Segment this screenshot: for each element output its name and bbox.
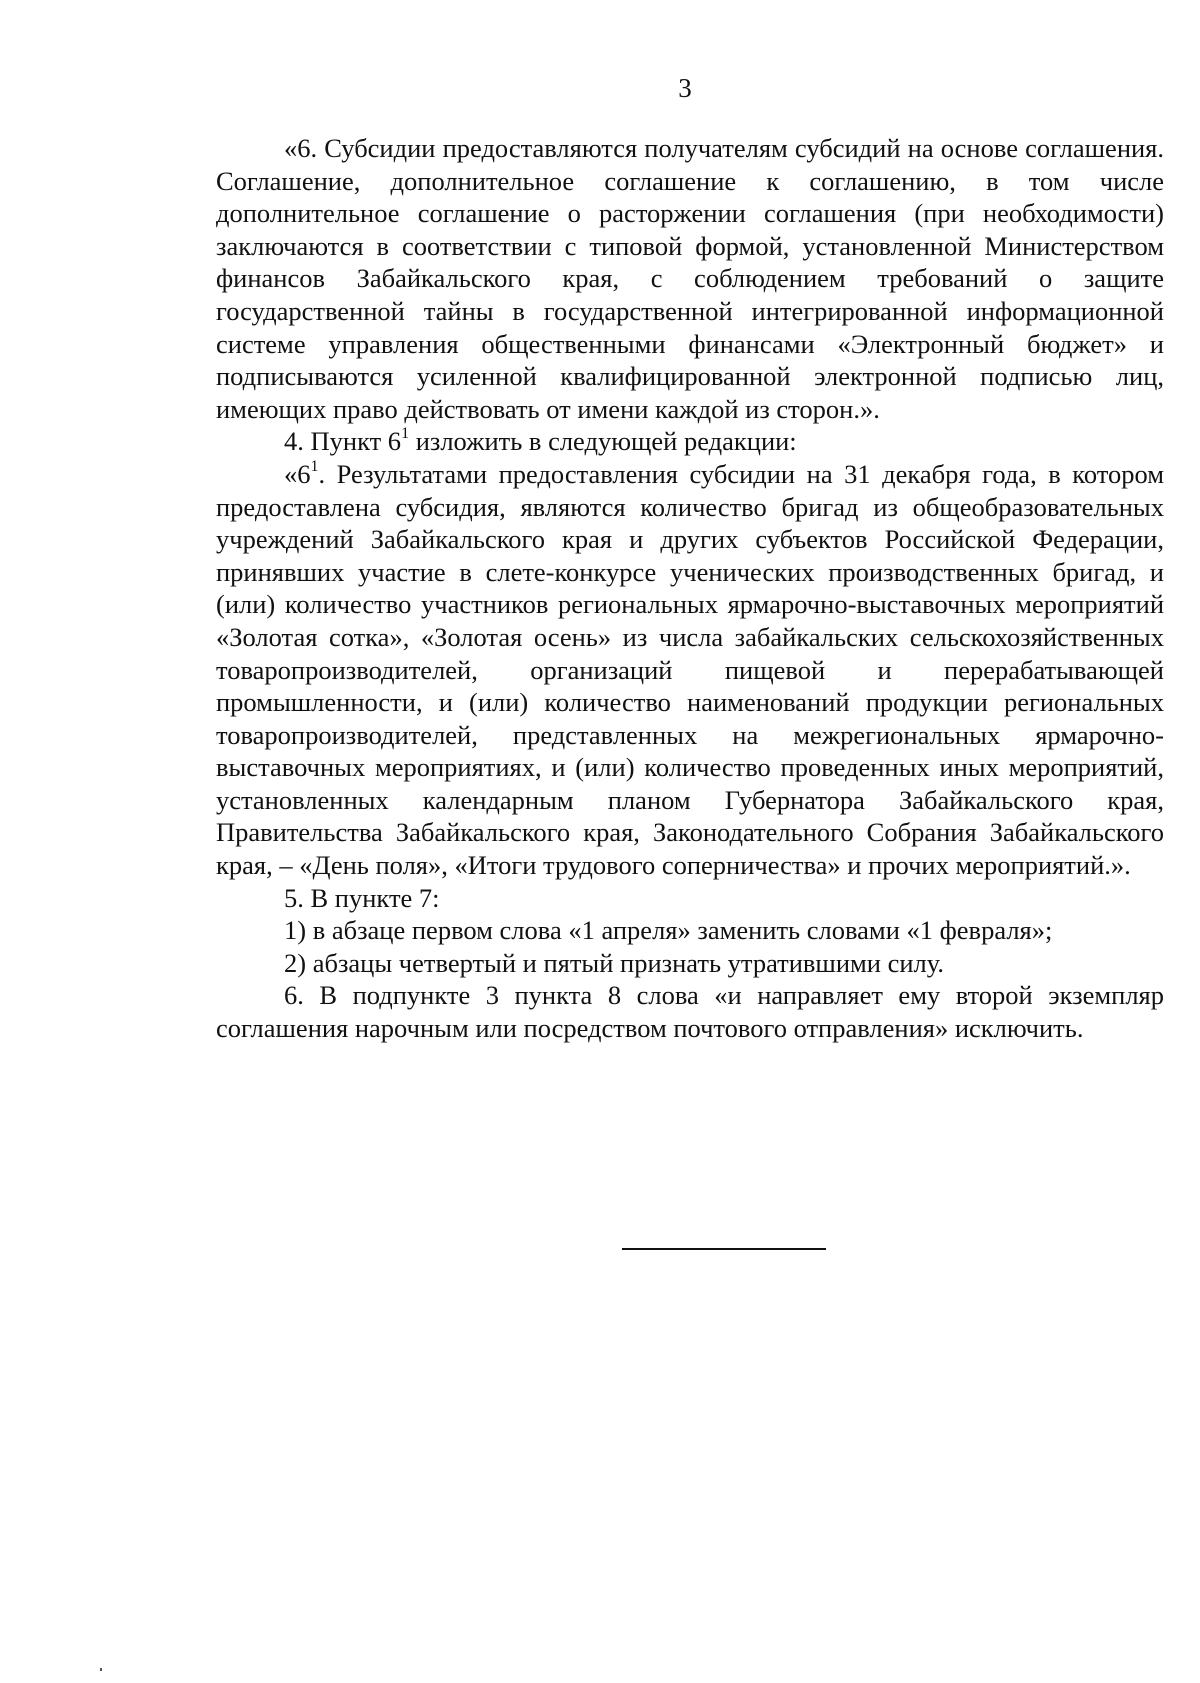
paragraph-item-6: 6. В подпункте 3 пункта 8 слова «и направляет ему второй экземпляр соглашения нарочным или посредством почтового отправления» исключить. (216, 980, 1164, 1044)
superscript-marker: 1 (401, 425, 410, 443)
paragraph-clause-6-1-text: . Результатами предоставления субсидии на 31 декабря года, в котором предоставлена субсидия, являются количество бригад из общеобразовательных учреждений Забайкальского края и других субъектов Российской Федерации, принявших участие в слете-конкурсе ученических производственных бригад, и (или) количество участников региональных ярмарочно-выставочных мероприятий «Золотая сотка», «Золотая осень» из числа забайкальских сельскохозяйственных товаропроизводителей, организаций пищевой и перерабатывающей промышленности, и (или) количество наименований продукции региональных товаропроизводителей, представленных на межрегиональных ярмарочно-выставочных мероприятиях, и (или) количество проведенных иных мероприятий, установленных календарным планом Губернатора Забайкальского края, Правительства Забайкальского края, Законодательного Собрания Забайкальского края, – «День поля», «Итоги трудового соперничества» и прочих мероприятий.». (216, 458, 1164, 881)
paragraph-clause-6-1 (216, 458, 1164, 882)
document-body (216, 132, 1164, 1045)
paragraph-clause-6-1-number: «6 (284, 458, 311, 489)
paragraph-item-4-text: 4. Пункт 6 (284, 426, 402, 457)
closing-separator-line (622, 1248, 826, 1250)
paragraph-item-4 (216, 425, 1164, 458)
scan-speck (100, 1668, 102, 1671)
paragraph-clause-6: «6. Субсидии предоставляются получателям субсидий на основе соглашения. Соглашение, дополнительное соглашение к соглашению, в том числе дополнительное соглашение о расторжении соглашения (при необходимости) заключаются в соответствии с типовой формой, установленной Министерством финансов Забайкальского края, с соблюдением требований о защите государственной тайны в государственной интегрированной информационной системе управления общественными финансами «Электронный бюджет» и подписываются усиленной квалифицированной электронной подписью лиц, имеющих право действовать от имени каждой из сторон.». (216, 133, 1164, 424)
paragraph-item-4-text-end: изложить в следующей редакции: (409, 426, 797, 457)
superscript-marker: 1 (310, 457, 319, 475)
paragraph-subitem-2: 2) абзацы четвертый и пятый признать утратившими силу. (284, 947, 944, 978)
page-number: 3 (678, 73, 692, 103)
paragraph-item-5: 5. В пункте 7: (284, 882, 440, 913)
paragraph-subitem-1: 1) в абзаце первом слова «1 апреля» заменить словами «1 февраля»; (284, 915, 1053, 946)
